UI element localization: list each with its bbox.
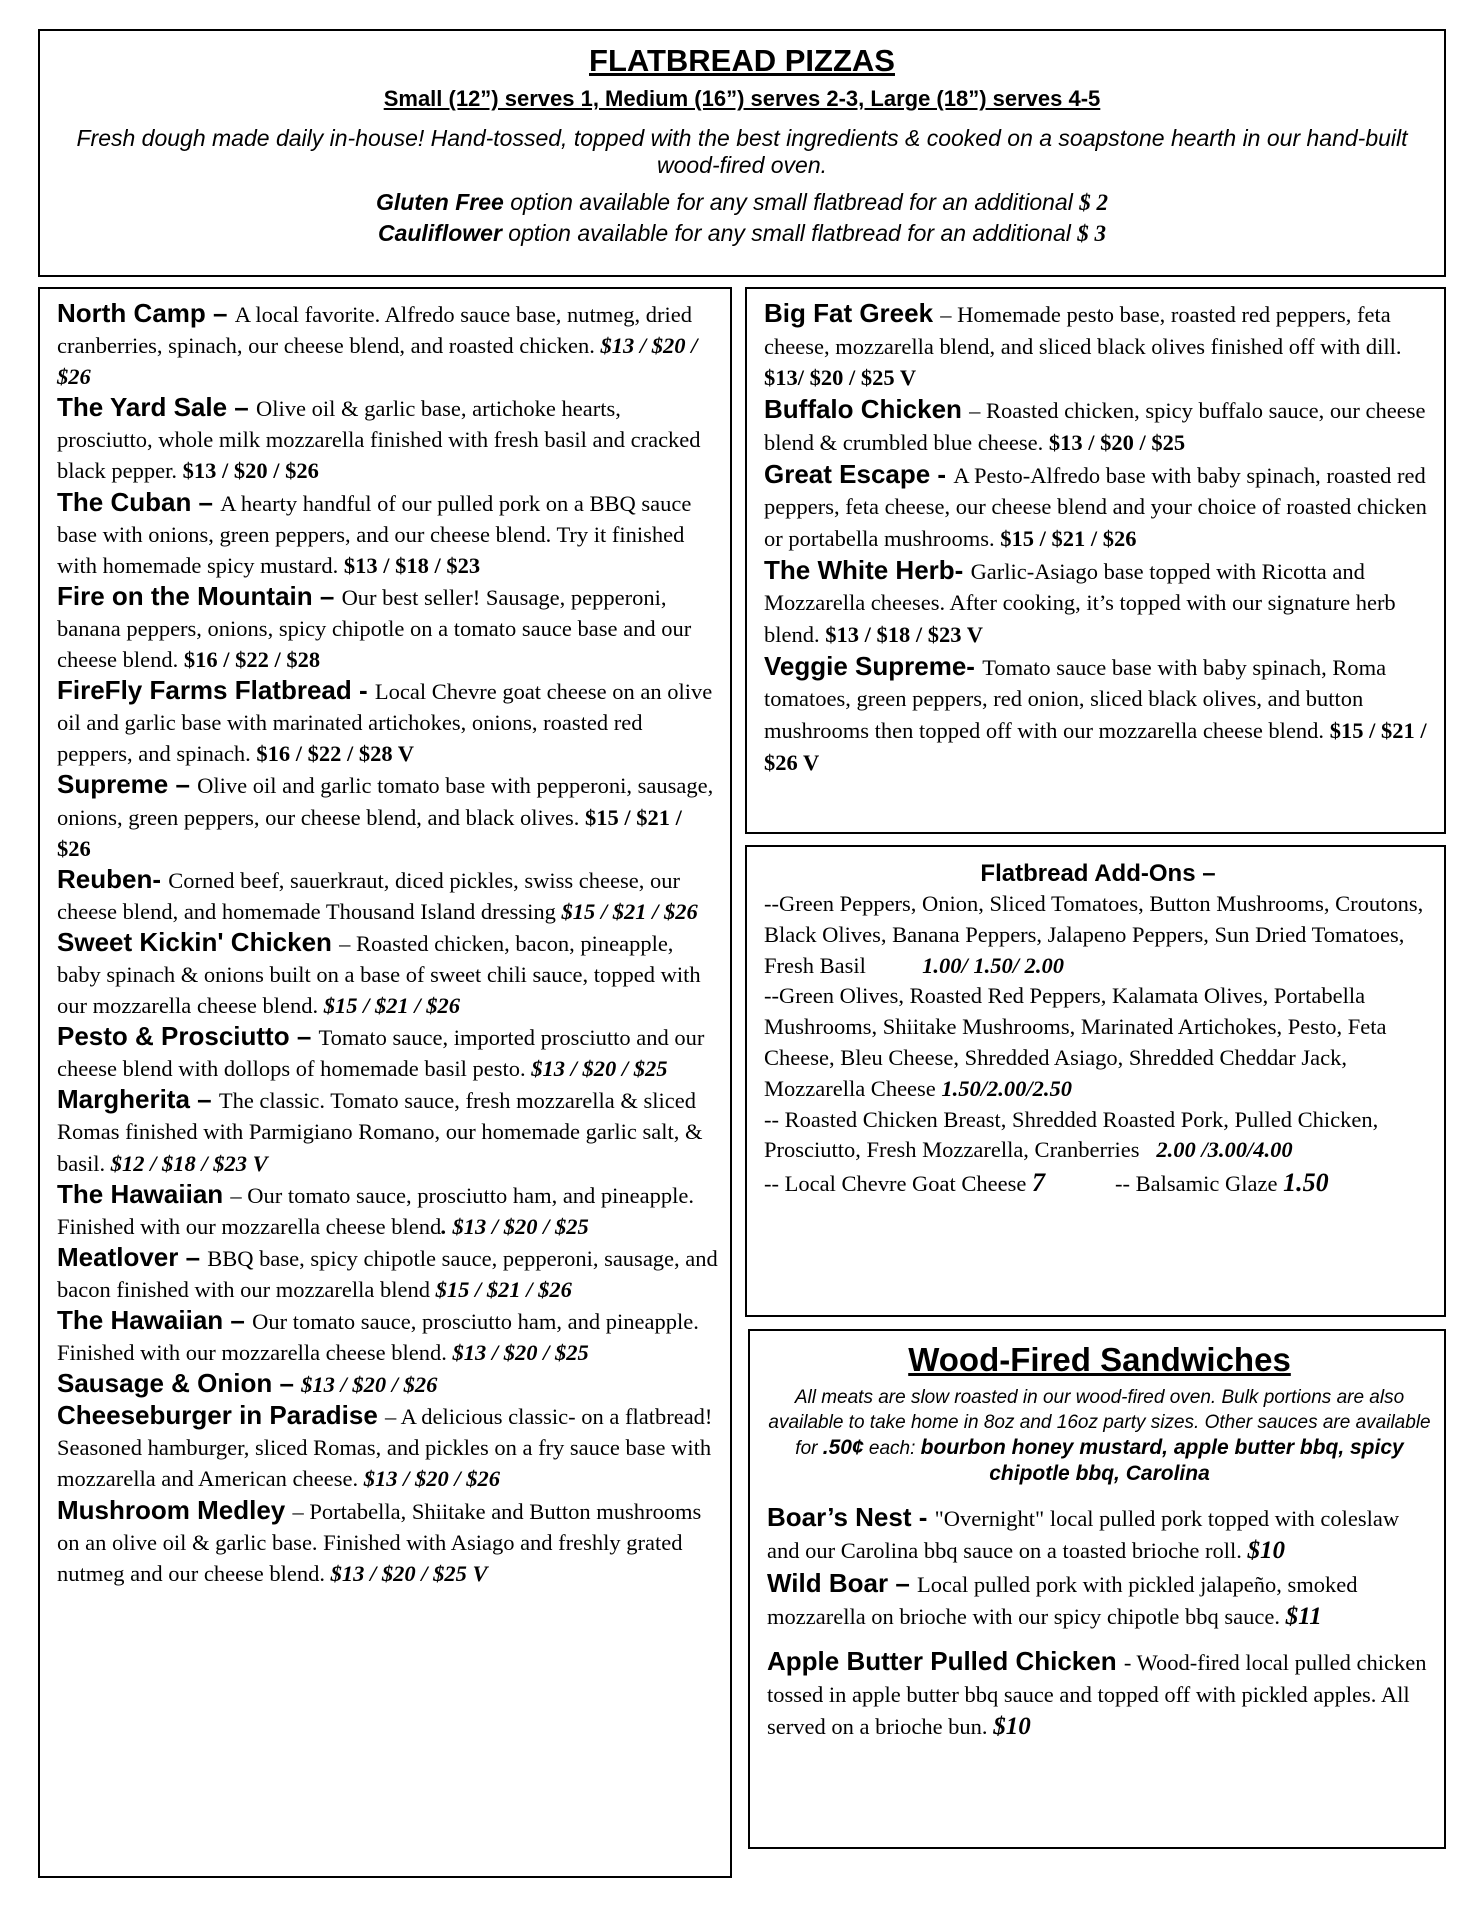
menu-item — [57, 487, 720, 581]
item-price: $13 / $18 / $23 V — [825, 622, 983, 648]
item-price: $15 / $21 / $26 — [435, 1276, 572, 1302]
item-price: $13/ $20 / $25 V — [764, 365, 917, 391]
right-menu-column — [745, 287, 1446, 834]
option-price: $ 2 — [1079, 190, 1108, 215]
option-name: Cauliflower — [377, 220, 502, 246]
menu-item — [57, 1305, 720, 1368]
item-name: Fire on the Mountain – — [57, 580, 342, 611]
item-price: $15 / $21 / $26 V — [764, 718, 1427, 775]
item-price: $16 / $22 / $28 V — [256, 741, 415, 767]
menu-item — [57, 1021, 720, 1084]
item-price: $15 / $21 / $26 — [57, 804, 682, 861]
addon-items: --Green Peppers, Onion, Sliced Tomatoes, Button Mushrooms, Croutons, Black Olives, Banana Peppers, Jalapeno Peppers, Sun Dried Tomatoes, Fresh Basil — [764, 891, 1424, 978]
addon-price: 1.50/2.00/2.50 — [941, 1075, 1073, 1101]
menu-item — [57, 675, 720, 769]
item-price: $13 / $20 / $26 — [57, 333, 698, 390]
page-title: FLATBREAD PIZZAS — [589, 43, 895, 78]
menu-item — [764, 394, 1434, 458]
sandwiches-title: Wood-Fired Sandwiches — [908, 1341, 1291, 1378]
addon-extras-row — [764, 1168, 1432, 1200]
item-price: $10 — [1247, 1537, 1285, 1564]
flatbread-addons-box — [745, 845, 1446, 1317]
item-name: Boar’s Nest - — [767, 1502, 935, 1532]
item-price: $12 / $18 / $23 V — [110, 1150, 268, 1176]
option-name: Gluten Free — [376, 189, 504, 215]
item-price: $13 / $20 / $25 — [1048, 429, 1186, 455]
item-description: Olive oil & garlic base, artichoke hearts, prosciutto, whole milk mozzarella finished with fresh basil and cracked black pepper. — [57, 396, 701, 484]
item-price: $13 / $20 / $25 V — [330, 1560, 488, 1586]
addon-items: -- Balsamic Glaze — [1115, 1171, 1284, 1197]
menu-item — [57, 392, 720, 486]
item-name: Great Escape - — [764, 458, 954, 489]
item-description: – Roasted chicken, bacon, pineapple, baby spinach & onions built on a base of sweet chili sauce, topped with our mozzarella cheese blend. — [57, 930, 701, 1019]
addon-group — [764, 889, 1432, 981]
item-name: Margherita – — [57, 1084, 219, 1115]
crust-options — [40, 187, 1444, 249]
item-description: BBQ base, spicy chipotle sauce, pepperoni, sausage, and bacon finished with our mozzarella blend — [57, 1245, 718, 1302]
addon-items: -- Local Chevre Goat Cheese — [764, 1171, 1033, 1197]
menu-item — [57, 581, 720, 675]
item-price: $13 / $20 / $25 — [531, 1056, 668, 1082]
addons-title: Flatbread Add-Ons – — [980, 860, 1216, 887]
item-price: $10 — [993, 1713, 1031, 1740]
item-name: Mushroom Medley — [57, 1494, 293, 1525]
addon-items: --Green Olives, Roasted Red Peppers, Kalamata Olives, Portabella Mushrooms, Shiitake Mushrooms, Marinated Artichokes, Pesto, Feta Cheese, Bleu Cheese, Shredded Asiago, Shredded Cheddar Jack, Mozzarella Cheese — [764, 983, 1387, 1101]
size-guide: Small (12”) serves 1, Medium (16”) serves 2-3, Large (18”) serves 4-5 — [383, 86, 1101, 111]
addon-items: -- Roasted Chicken Breast, Shredded Roasted Pork, Pulled Chicken, Prosciutto, Fresh Mozzarella, Cranberries — [764, 1106, 1379, 1163]
sandwich-item — [767, 1567, 1432, 1633]
item-description: A Pesto-Alfredo base with baby spinach, roasted red peppers, feta cheese, our cheese blend and your choice of roasted chicken or portabella mushrooms. — [764, 462, 1427, 551]
addon-group — [764, 1105, 1432, 1167]
menu-item — [57, 1400, 720, 1494]
sandwich-item — [767, 1501, 1432, 1567]
addon-group — [764, 981, 1432, 1104]
item-price: $16 / $22 / $28 — [183, 647, 321, 673]
item-name: The White Herb- — [764, 554, 971, 585]
gluten-free-option — [40, 187, 1444, 218]
item-description: – A delicious classic- on a flatbread! Seasoned hamburger, sliced Romas, and pickles on a fry sauce base with mozzarella and American cheese. — [57, 1404, 713, 1492]
item-description: Local pulled pork with pickled jalapeño, smoked mozzarella on brioche with our spicy chipotle bbq sauce. — [767, 1572, 1358, 1629]
addon-price: 1.50 — [1283, 1168, 1329, 1198]
left-menu-list — [57, 298, 720, 1589]
menu-item — [57, 864, 720, 927]
item-description: Tomato sauce base with baby spinach, Roma tomatoes, green peppers, red onion, sliced black olives, and button mushrooms then topped off with our mozzarella cheese blend. — [764, 654, 1387, 744]
item-description: Tomato sauce, imported prosciutto and our cheese blend with dollops of homemade basil pesto. — [57, 1025, 705, 1082]
item-description: – Our tomato sauce, prosciutto ham, and pineapple. Finished with our mozzarella cheese blend — [57, 1182, 695, 1239]
option-price: $ 3 — [1077, 221, 1107, 246]
cauliflower-option — [40, 218, 1444, 249]
item-description: The classic. Tomato sauce, fresh mozzarella & sliced Romas finished with Parmigiano Romano, our homemade garlic salt, & basil. — [57, 1088, 703, 1176]
item-name: Sausage & Onion – — [57, 1368, 302, 1399]
sandwiches-box — [748, 1329, 1446, 1849]
note-text: each: — [863, 1438, 921, 1459]
item-price: $13 / $20 / $26 — [363, 1466, 500, 1492]
item-description: – Homemade pesto base, roasted red peppers, feta cheese, mozzarella blend, and sliced black olives finished off with dill. — [764, 302, 1402, 359]
menu-item — [57, 1084, 720, 1178]
menu-item — [764, 651, 1434, 779]
chevre-addon — [764, 1168, 1045, 1200]
item-description: – Roasted chicken, spicy buffalo sauce, our cheese blend & crumbled blue cheese. — [764, 398, 1426, 455]
menu-item — [57, 769, 720, 863]
item-description: A hearty handful of our pulled pork on a BBQ sauce base with onions, green peppers, and our cheese blend. Try it finished with homemade spicy mustard. — [57, 490, 692, 578]
item-price: . $13 / $20 / $25 — [441, 1213, 589, 1239]
item-name: Sweet Kickin' Chicken — [57, 926, 340, 957]
addon-price: 2.00 /3.00/4.00 — [1156, 1137, 1293, 1163]
flatbread-header-box — [38, 29, 1446, 277]
menu-item — [57, 1368, 720, 1400]
sandwich-list — [767, 1501, 1432, 1743]
item-price: $13 / $20 / $25 — [452, 1340, 589, 1366]
item-description: A local favorite. Alfredo sauce base, nutmeg, dried cranberries, spinach, our cheese blend, and roasted chicken. — [57, 302, 693, 359]
option-text: option available for any small flatbread for an additional — [503, 189, 1080, 215]
item-price: $13 / $20 / $26 — [182, 458, 319, 484]
item-price: $15 / $21 / $26 — [561, 898, 698, 924]
menu-item — [57, 927, 720, 1021]
item-name: Wild Boar – — [767, 1568, 918, 1598]
item-name: The Yard Sale – — [57, 392, 256, 423]
note-text: All meats are slow roasted in our wood-fired oven. Bulk portions are also available to take home in 8oz and 16oz party sizes. Other sauces are available for — [768, 1387, 1431, 1459]
item-name: Big Fat Greek — [764, 298, 941, 328]
item-price: $13 / $18 / $23 — [343, 552, 481, 578]
item-name: Reuben- — [57, 863, 169, 894]
item-name: The Hawaiian – — [57, 1305, 253, 1335]
item-description: "Overnight" local pulled pork topped with coleslaw and our Carolina bbq sauce on a toasted brioche roll. — [767, 1506, 1400, 1563]
item-name: Pesto & Prosciutto – — [57, 1021, 319, 1052]
menu-item — [764, 298, 1434, 394]
item-name: Meatlover – — [57, 1241, 208, 1272]
item-price: $15 / $21 / $26 — [1000, 525, 1137, 551]
item-name: Cheeseburger in Paradise — [57, 1400, 386, 1431]
sandwiches-note — [767, 1385, 1432, 1487]
sauce-list: bourbon honey mustard, apple butter bbq, spicy chipotle bbq, Carolina — [920, 1436, 1404, 1485]
item-name: Apple Butter Pulled Chicken — [767, 1646, 1124, 1676]
item-price: $13 / $20 / $26 — [301, 1372, 438, 1398]
menu-item — [764, 459, 1434, 555]
item-price: $11 — [1285, 1603, 1322, 1630]
item-description: Local Chevre goat cheese on an olive oil and garlic base with marinated artichokes, onions, roasted red peppers, and spinach. — [57, 679, 713, 767]
sandwich-item — [767, 1645, 1432, 1743]
item-description: Garlic-Asiago base topped with Ricotta and Mozzarella cheeses. After cooking, it’s topped with our signature herb blend. — [764, 558, 1396, 648]
sauce-price: .50¢ — [822, 1436, 864, 1459]
flatbread-description: Fresh dough made daily in-house! Hand-tossed, topped with the best ingredients & cooked on a soapstone hearth in our hand-built wood-fired oven. — [76, 125, 1408, 178]
right-menu-list — [764, 298, 1434, 779]
item-description: – Portabella, Shiitake and Button mushrooms on an olive oil & garlic base. Finished with Asiago and freshly grated nutmeg and our cheese blend. — [57, 1498, 702, 1586]
item-name: FireFly Farms Flatbread - — [57, 675, 375, 706]
item-description: Our tomato sauce, prosciutto ham, and pineapple. Finished with our mozzarella cheese blend. — [57, 1309, 699, 1366]
addon-price: 1.00/ 1.50/ 2.00 — [922, 952, 1065, 978]
item-name: North Camp – — [57, 298, 235, 328]
item-name: Veggie Supreme- — [764, 650, 983, 681]
item-description: - Wood-fired local pulled chicken tossed in apple butter bbq sauce and topped off with pickled apples. All served on a brioche bun. — [767, 1650, 1427, 1739]
item-price: $15 / $21 / $26 — [323, 993, 461, 1019]
menu-item — [57, 298, 720, 392]
item-description: Corned beef, sauerkraut, diced pickles, swiss cheese, our cheese blend, and homemade Thousand Island dressing — [57, 867, 680, 924]
item-name: Buffalo Chicken — [764, 394, 970, 425]
menu-item — [57, 1242, 720, 1305]
item-name: Supreme – — [57, 769, 198, 800]
menu-item — [57, 1179, 720, 1242]
item-description: Olive oil and garlic tomato base with pepperoni, sausage, onions, green peppers, our cheese blend, and black olives. — [57, 773, 714, 830]
left-menu-column — [38, 287, 732, 1878]
balsamic-addon — [1115, 1168, 1329, 1200]
item-name: The Hawaiian — [57, 1178, 231, 1209]
option-text: option available for any small flatbread for an additional — [501, 220, 1078, 246]
item-description: Our best seller! Sausage, pepperoni, banana peppers, onions, spicy chipotle on a tomato sauce base and our cheese blend. — [57, 584, 692, 673]
item-name: The Cuban – — [57, 486, 221, 517]
addon-price: 7 — [1032, 1168, 1046, 1198]
menu-item — [57, 1495, 720, 1589]
menu-item — [764, 555, 1434, 651]
